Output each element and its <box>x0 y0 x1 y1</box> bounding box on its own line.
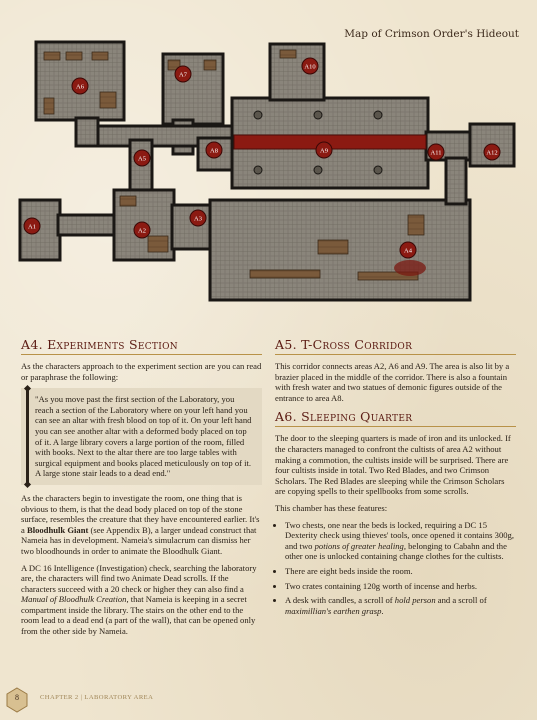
a6-paragraph-1: The door to the sleeping quarters is made of iron and its unlocked. If the characters managed to confront the cultists of area A2 without making a commotion, the cultists inside will be surprised. There are four cultists inside in total. Two Red Blades, and two Crimson Scholars. The Red Blades are sleeping while the Crimson Scholars are copying spells to their spellbooks from some scrolls. <box>275 433 511 497</box>
page-number-badge <box>6 687 28 713</box>
manual-title: Manual of Bloodhulk Creation <box>21 594 127 605</box>
svg-text:A12: A12 <box>486 149 498 157</box>
a4-intro: As the characters approach to the experiment section are you can read or paraphrase the following: <box>21 361 262 382</box>
map-title: Map of Crimson Order's Hideout <box>344 28 519 40</box>
blood-stain <box>394 260 426 276</box>
a6-features-list <box>275 520 516 617</box>
page-number: 8 <box>15 693 19 702</box>
svg-text:A3: A3 <box>194 215 202 223</box>
svg-text:A11: A11 <box>430 149 442 157</box>
marker-a2 <box>134 222 150 238</box>
list-item: • Two crates containing 120g worth of incense and herbs. <box>285 581 516 592</box>
list-item: • Two chests, one near the beds is locked, requiring a DC 15 Dexterity check using thieves' tools, once opened it contains 300g, and two potions of greater healing, belonging to Cabahn and the other one is unlocked containing change clothes for the cultists. <box>285 520 516 562</box>
a6-paragraph-2: This chamber has these features: <box>275 502 388 513</box>
read-aloud-box <box>21 388 262 485</box>
marker-a12 <box>484 144 500 160</box>
bloodhulk-giant-term: Bloodhulk Giant <box>26 524 89 535</box>
marker-a7 <box>175 66 191 82</box>
a4-paragraph-2: A DC 16 Intelligence (Investigation) check, searching the laboratory are, the characters will find two Animate Dead scrolls. If the characters succeed with a 20 check or higher they can also find a Manual of Bloodhulk Creation, that Nameia is keeping in a secret compartment inside the library. The stairs on the other end to the room lead to a dead end (a part of the wall), that can be opened only from the other side by Nameia. <box>21 562 257 637</box>
svg-text:A5: A5 <box>138 155 146 163</box>
walls <box>20 42 514 300</box>
svg-text:A4: A4 <box>404 247 412 255</box>
marker-a11 <box>428 144 444 160</box>
marker-a4 <box>400 242 416 258</box>
list-item: • A desk with candles, a scroll of hold person and a scroll of maximillian's earthen grasp. <box>285 595 516 616</box>
svg-text:A6: A6 <box>76 83 84 91</box>
left-column <box>21 337 262 643</box>
marker-a8 <box>206 142 222 158</box>
marker-a10 <box>302 58 318 74</box>
dungeon-map <box>18 40 522 305</box>
svg-text:A1: A1 <box>28 223 36 231</box>
marker-a3 <box>190 210 206 226</box>
page-footer <box>0 683 537 720</box>
marker-a5 <box>134 150 150 166</box>
svg-text:A10: A10 <box>304 63 316 71</box>
footer-chapter-text: CHAPTER 2 | LABORATORY AREA <box>40 694 154 701</box>
a4-paragraph-1: As the characters begin to investigate the room, one thing that is obvious to them, is that the dead body placed on top of the stone surface, resembles the creature that they have encountered earlier. It's a Bloodhulk Giant (see Appendix B), a larger undead construct that Nameia has in development. Nameia's simulacrum can dismiss her two bloodhounds in order to animate the Bloodhulk Giant. <box>21 492 260 556</box>
a4-heading: A4. Experiments Section <box>21 337 262 355</box>
svg-text:A7: A7 <box>179 71 187 79</box>
a5-heading: A5. T-Cross Corridor <box>275 337 516 355</box>
marker-a6 <box>72 78 88 94</box>
right-column <box>275 337 516 620</box>
svg-text:A2: A2 <box>138 227 146 235</box>
read-aloud-text: "As you move past the first section of the Laboratory, you reach a section of the Laboratory where on your left hand you can see an altar with fresh blood on top of it. On your left hand you can see another altar with a deformed body placed on top of it. A large library covers a large portion of the room, filled with books. Next to the altar there are too large tables with surgical equipment and books placed meticulously on top of it. A large stone stair leads to a dead end." <box>35 394 252 479</box>
a6-heading: A6. Sleeping Quarter <box>275 409 516 427</box>
marker-a1 <box>24 218 40 234</box>
svg-text:A8: A8 <box>210 147 218 155</box>
svg-text:A9: A9 <box>320 147 328 155</box>
marker-a9 <box>316 142 332 158</box>
list-item: • There are eight beds inside the room. <box>285 566 516 577</box>
a5-text: This corridor connects areas A2, A6 and A9. The area is also lit by a brazier placed in the middle of the corridor. There is also a fountain with fresh water and two statues of demonic figures outside of the entrance to area A8. <box>275 361 510 403</box>
